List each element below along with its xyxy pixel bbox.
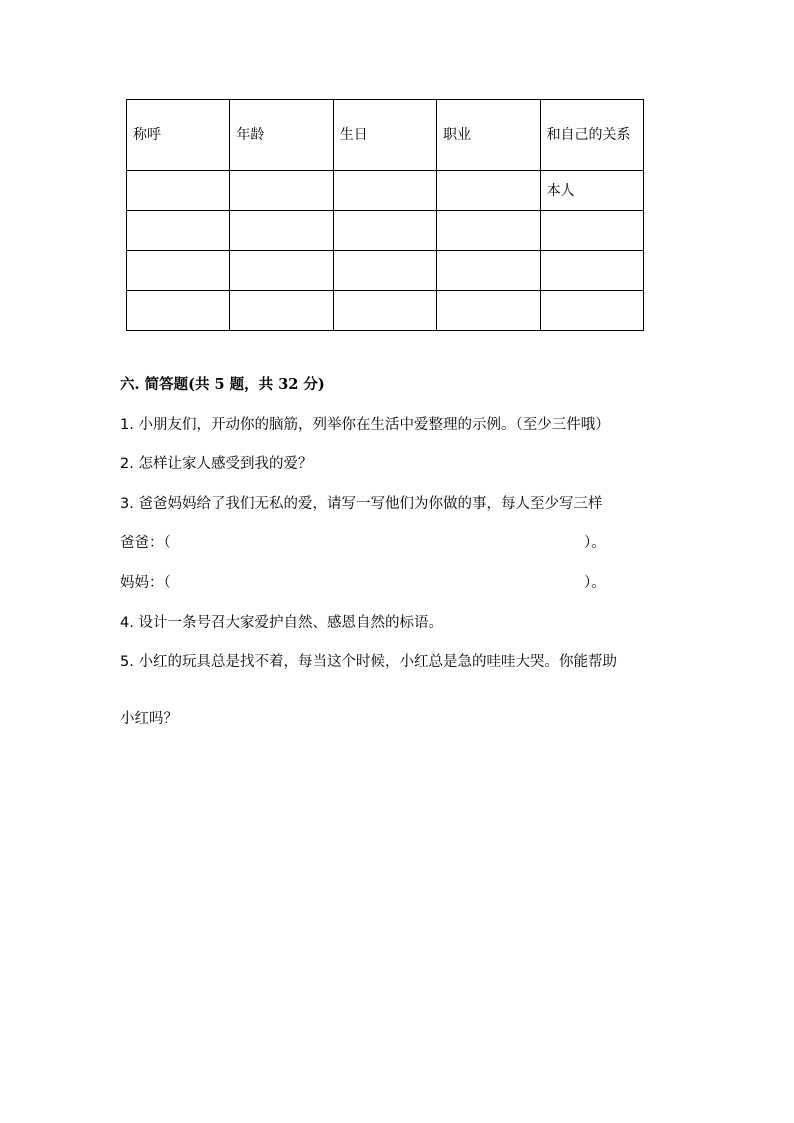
- header-cell-relation: 和自己的关系: [540, 100, 643, 171]
- table-cell[interactable]: [540, 291, 643, 331]
- header-cell-age: 年龄: [230, 100, 333, 171]
- family-info-table: [126, 99, 644, 331]
- question-3-dad-blank-close: ）。: [584, 535, 606, 551]
- table-cell[interactable]: [230, 211, 333, 251]
- question-3-mom-blank-open: 妈妈：（: [120, 575, 171, 591]
- table-cell[interactable]: [540, 211, 643, 251]
- table-cell: 本人: [540, 171, 643, 211]
- question-4: 4. 设计一条号召大家爱护自然、感恩自然的标语。: [120, 615, 443, 631]
- question-3-dad-blank-open: 爸爸：（: [120, 535, 171, 551]
- table-cell[interactable]: [333, 291, 436, 331]
- table-row: [127, 291, 644, 331]
- table-row: [127, 211, 644, 251]
- table-header-row: [127, 100, 644, 171]
- header-cell-birthday: 生日: [333, 100, 436, 171]
- table-cell[interactable]: [230, 251, 333, 291]
- table-cell[interactable]: [437, 251, 540, 291]
- table-cell[interactable]: [540, 251, 643, 291]
- table-cell[interactable]: [230, 291, 333, 331]
- table-cell[interactable]: [333, 171, 436, 211]
- table-row: [127, 251, 644, 291]
- table-cell[interactable]: [127, 211, 230, 251]
- table-cell[interactable]: [437, 171, 540, 211]
- table-cell[interactable]: [127, 171, 230, 211]
- table-cell[interactable]: [437, 211, 540, 251]
- question-1: 1. 小朋友们，开动你的脑筋，列举你在生活中爱整理的示例。（至少三件哦）: [120, 417, 610, 433]
- table-cell[interactable]: [127, 251, 230, 291]
- question-3-mom-blank-close: ）。: [584, 575, 606, 591]
- table-cell[interactable]: [333, 251, 436, 291]
- table-row: [127, 171, 644, 211]
- table-cell[interactable]: [127, 291, 230, 331]
- question-5-line-1: 5. 小红的玩具总是找不着，每当这个时候，小红总是急的哇哇大哭。你能帮助: [120, 654, 617, 670]
- question-2: 2. 怎样让家人感受到我的爱？: [120, 456, 313, 472]
- table-cell[interactable]: [333, 211, 436, 251]
- header-cell-title: 称呼: [127, 100, 230, 171]
- header-cell-occupation: 职业: [437, 100, 540, 171]
- section-title: 六. 简答题(共 5 题，共 32 分): [120, 376, 325, 393]
- table-cell[interactable]: [437, 291, 540, 331]
- table-cell[interactable]: [230, 171, 333, 211]
- question-5-line-2: 小红吗？: [120, 711, 178, 727]
- question-3: 3. 爸爸妈妈给了我们无私的爱，请写一写他们为你做的事，每人至少写三样: [120, 496, 603, 512]
